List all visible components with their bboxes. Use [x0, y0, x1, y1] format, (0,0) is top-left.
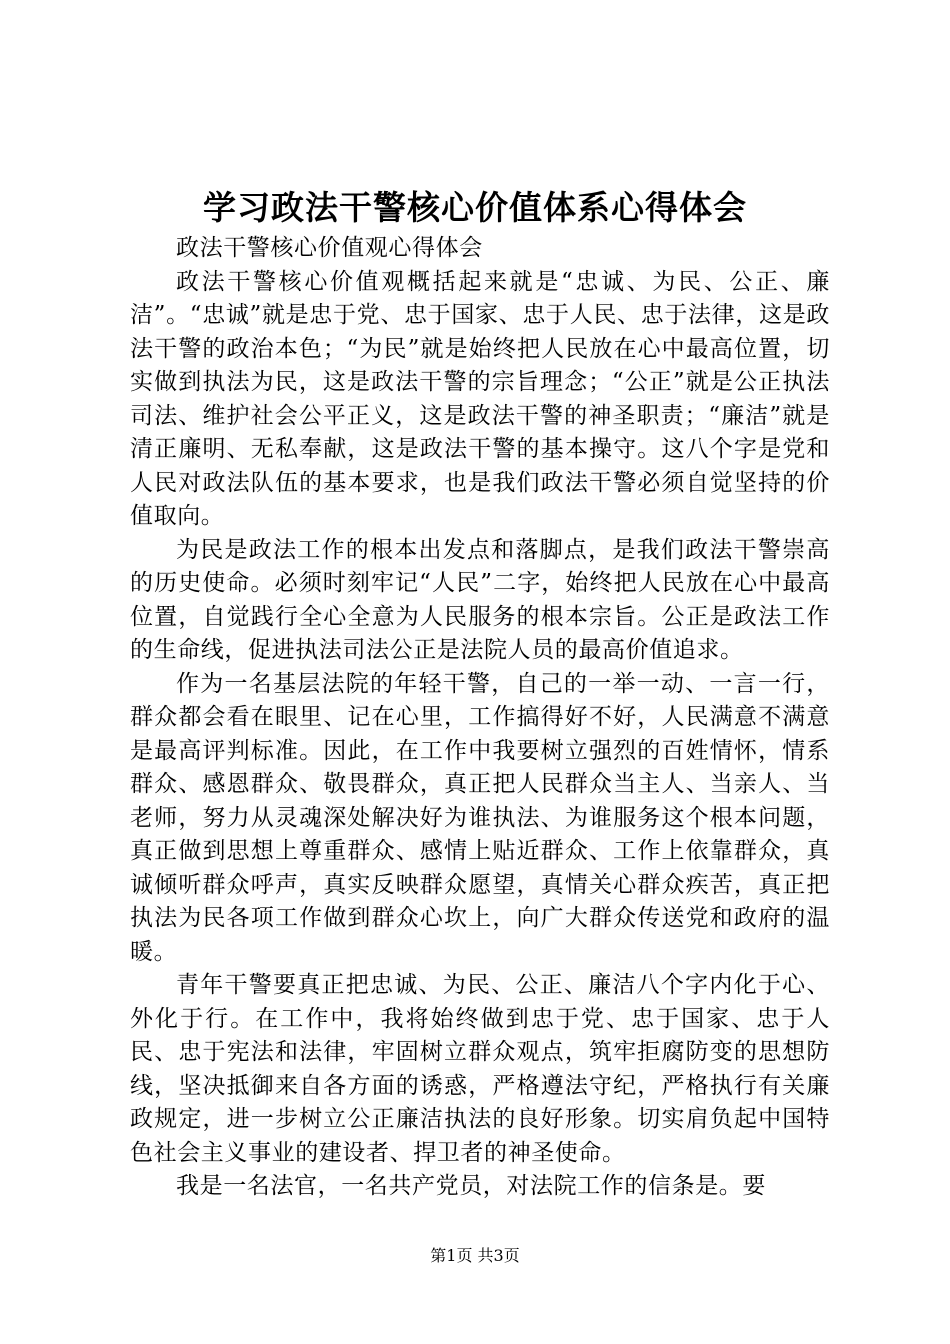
paragraph-subtitle: 政法干警核心价值观心得体会 — [176, 235, 483, 261]
paragraph: 我是一名法官，一名共产党员，对法院工作的信条是。要 — [176, 1173, 766, 1199]
paragraph: 作为一名基层法院的年轻干警，自己的一举一动、一言一行，群众都会看在眼里、记在心里，工作搞得好不好，人民满意不满意是最高评判标准。因此，在工作中我要树立强烈的百姓情怀，情系群众、感恩群众、敬畏群众，真正把人民群众当主人、当亲人、当老师，努力从灵魂深处解决好为谁执法、为谁服务这个根本问题，真正做到思想上尊重群众、感情上贴近群众、工作上依靠群众，真诚倾听群众呼声，真实反映群众愿望，真情关心群众疾苦，真正把执法为民各项工作做到群众心坎上，向广大群众传送党和政府的温暖。 — [130, 670, 830, 965]
paragraph: 政法干警核心价值观概括起来就是“忠诚、为民、公正、廉洁”。“忠诚”就是忠于党、忠于国家、忠于人民、忠于法律，这是政法干警的政治本色；“为民”就是始终把人民放在心中最高位置，切实做到执法为民，这是政法干警的宗旨理念；“公正”就是公正执法司法、维护社会公平正义，这是政法干警的神圣职责；“廉洁”就是清正廉明、无私奉献，这是政法干警的基本操守。这八个字是党和人民对政法队伍的基本要求，也是我们政法干警必须自觉坚持的价值取向。 — [130, 268, 830, 529]
page-footer — [0, 1245, 950, 1267]
document-body — [130, 232, 830, 1204]
paragraph: 青年干警要真正把忠诚、为民、公正、廉洁八个字内化于心、外化于行。在工作中，我将始终做到忠于党、忠于国家、忠于人民、忠于宪法和法律，牢固树立群众观点，筑牢拒腐防变的思想防线，坚决抵御来自各方面的诱惑，严格遵法守纪，严格执行有关廉政规定，进一步树立公正廉洁执法的良好形象。切实肩负起中国特色社会主义事业的建设者、捍卫者的神圣使命。 — [130, 972, 830, 1166]
paragraph: 为民是政法工作的根本出发点和落脚点，是我们政法干警崇高的历史使命。必须时刻牢记“人民”二字，始终把人民放在心中最高位置，自觉践行全心全意为人民服务的根本宗旨。公正是政法工作的生命线，促进执法司法公正是法院人员的最高价值追求。 — [130, 536, 830, 663]
page-number: 第1页 共3页 — [430, 1246, 520, 1265]
document-title: 学习政法干警核心价值体系心得体会 — [203, 188, 747, 227]
